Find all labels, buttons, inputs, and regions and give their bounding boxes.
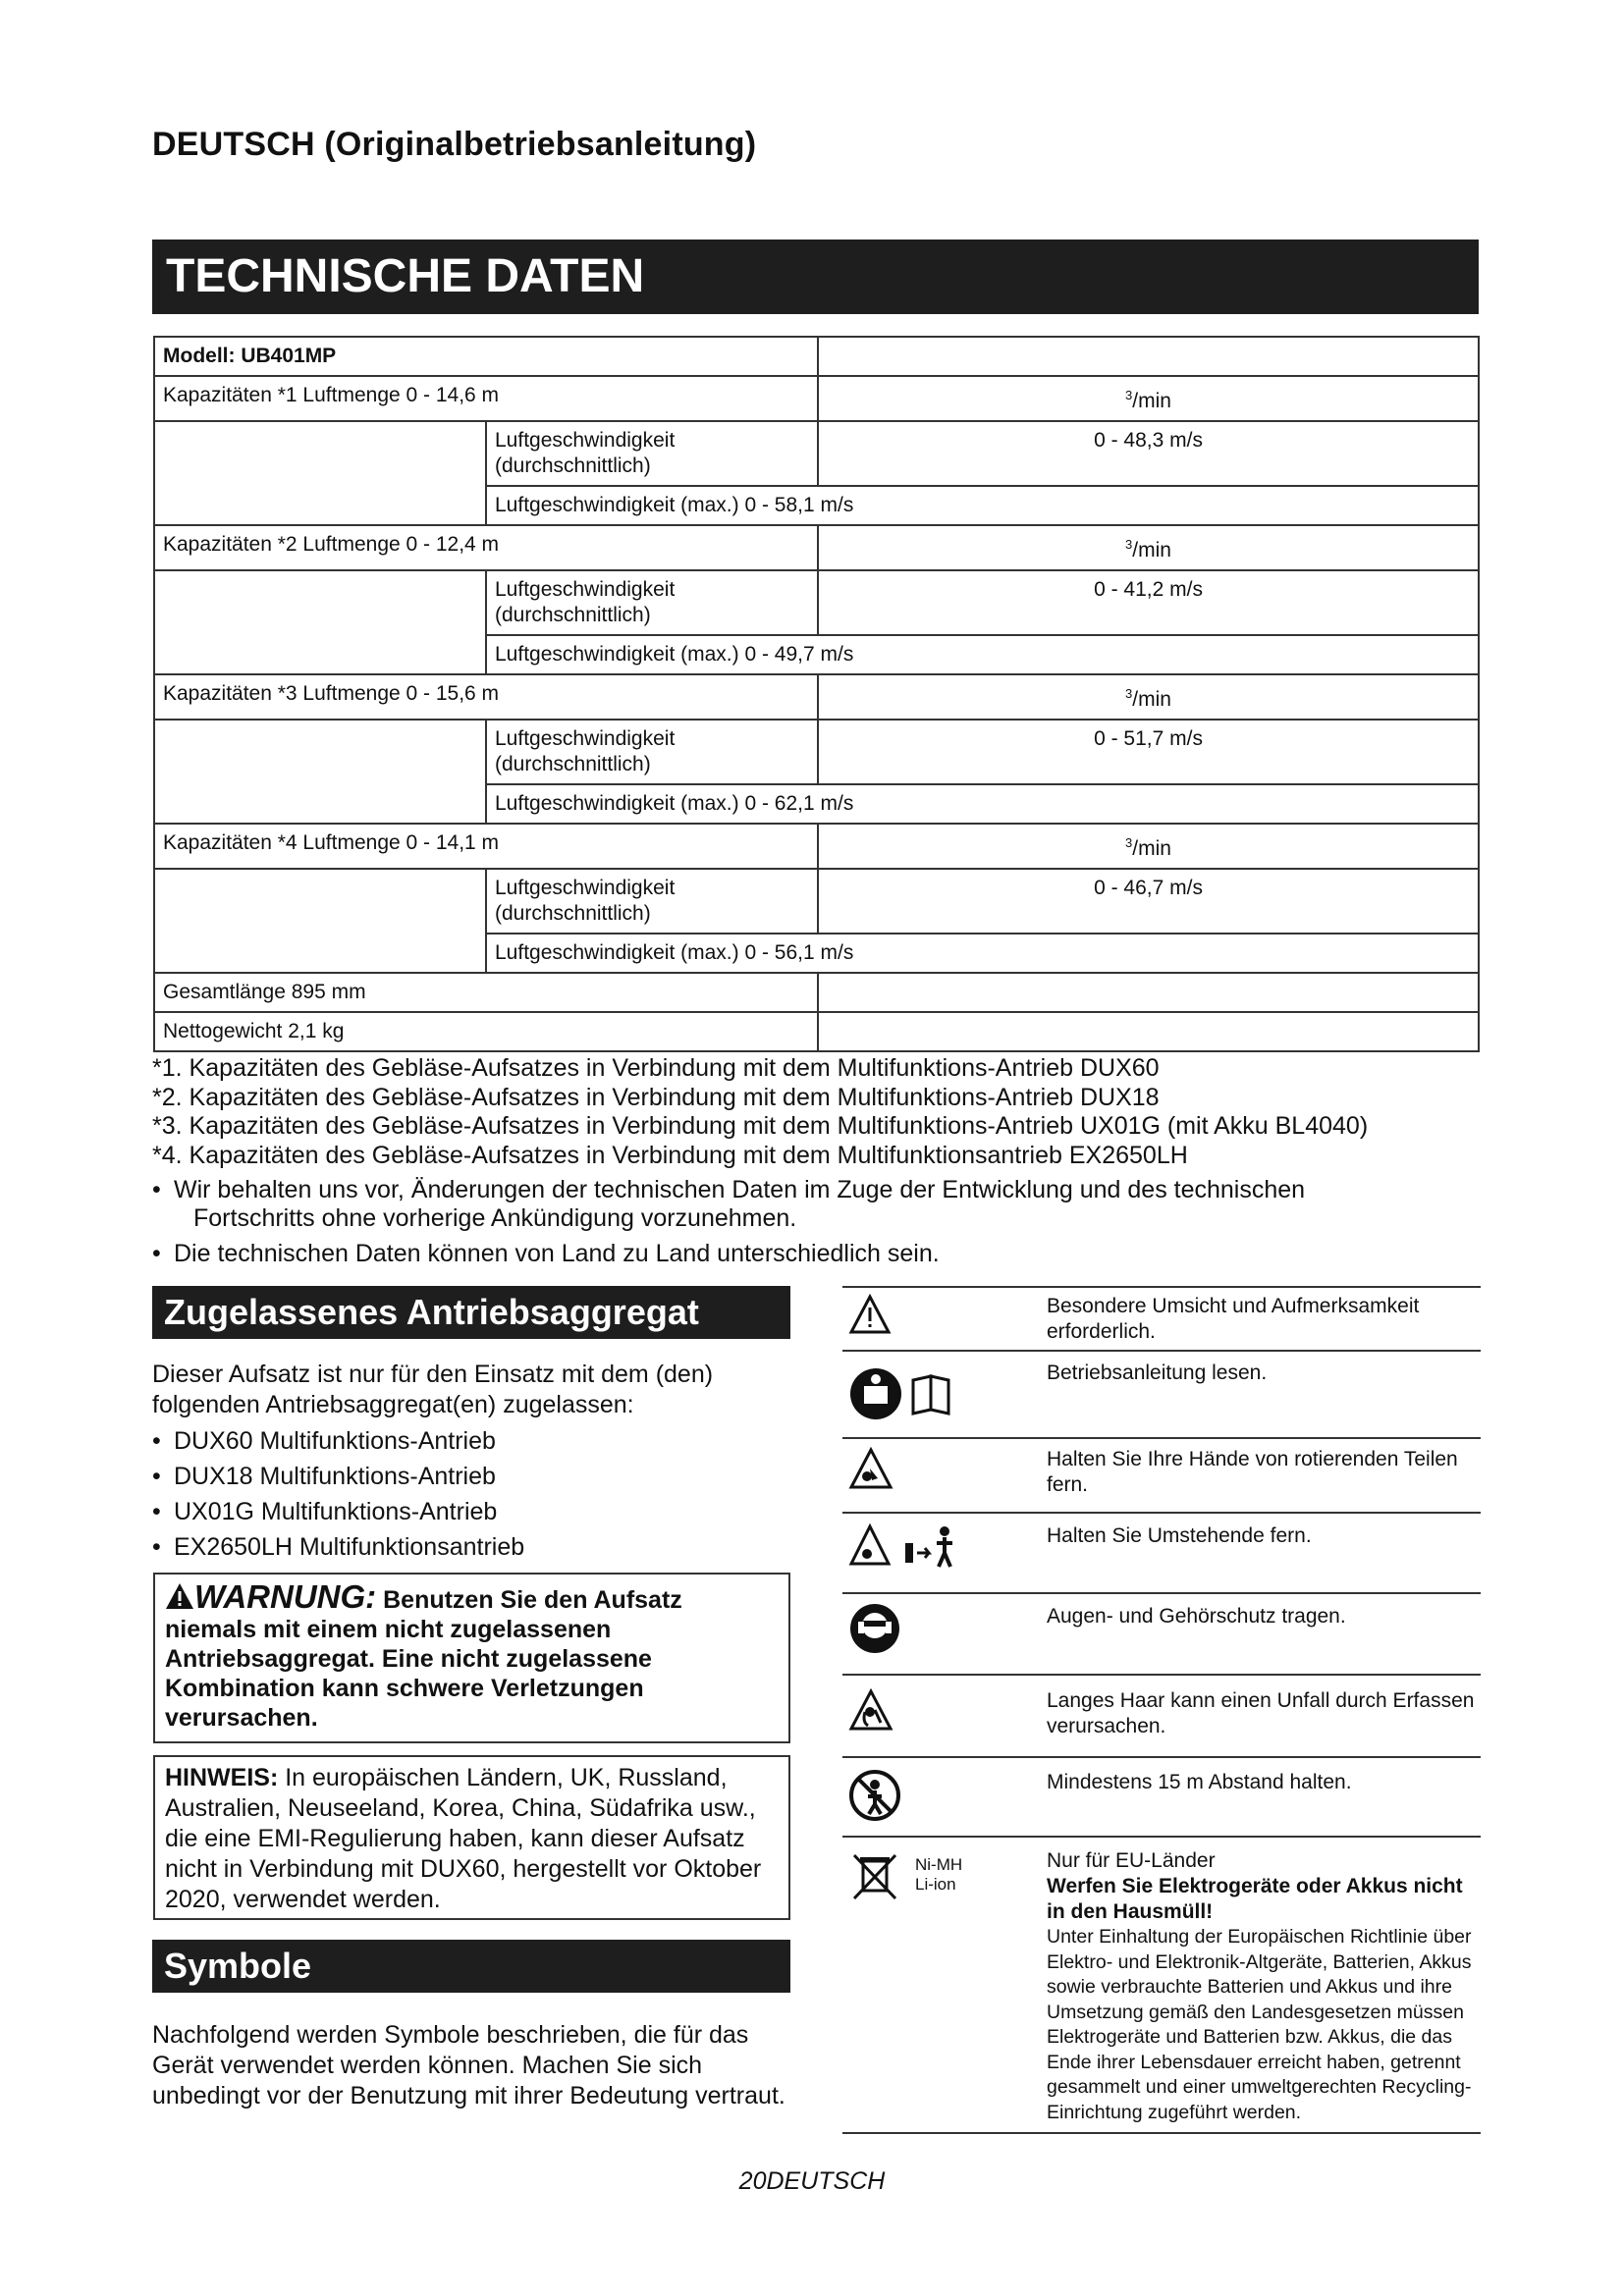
divider xyxy=(842,1512,1481,1514)
warning-box xyxy=(153,1573,790,1743)
chemistry-li-ion: Li-ion xyxy=(915,1875,956,1894)
model-label: Modell: UB401MP xyxy=(154,337,818,376)
list-item: • UX01G Multifunktions-Antrieb xyxy=(152,1494,790,1529)
warning-label: WARNUNG: xyxy=(194,1578,377,1615)
divider xyxy=(842,1836,1481,1838)
spec-notes xyxy=(152,1176,1488,1275)
warning-text: Benutzen Sie den Aufsatz niemals mit einem nicht zugelassenen Antriebsaggregat. Eine nicht zugelassene Kombination kann schwere Verletzungen verursachen. xyxy=(165,1586,682,1732)
max-speed-3: Luftgeschwindigkeit (max.) 0 - 62,1 m/s xyxy=(486,784,1479,824)
spec-row-avg-4 xyxy=(154,869,1479,934)
spec-row-model xyxy=(154,337,1479,376)
capacity-label-4: Kapazitäten *4 Luftmenge 0 - 14,1 m xyxy=(154,824,818,869)
footnotes xyxy=(152,1054,1468,1170)
spec-row-avg-2 xyxy=(154,570,1479,635)
battery-chemistry-labels xyxy=(915,1855,962,1895)
spec-row-avg-3 xyxy=(154,720,1479,784)
model-value xyxy=(818,337,1479,376)
spec-row-capacity-1 xyxy=(154,376,1479,421)
symbol-text: Augen- und Gehörschutz tragen. xyxy=(1047,1605,1346,1628)
avg-speed-value-4: 0 - 46,7 m/s xyxy=(818,869,1479,934)
avg-speed-value-1: 0 - 48,3 m/s xyxy=(818,421,1479,486)
document-language-title: DEUTSCH (Originalbetriebsanleitung) xyxy=(152,126,757,163)
chemistry-ni-mh: Ni-MH xyxy=(915,1855,963,1874)
spacer-cell xyxy=(154,869,486,973)
cube-superscript: 3 xyxy=(1125,686,1133,701)
divider xyxy=(842,1437,1481,1439)
warning-triangle-icon xyxy=(165,1582,194,1610)
cube-superscript: 3 xyxy=(1125,537,1133,552)
cube-superscript: 3 xyxy=(1125,388,1133,402)
total-length-value xyxy=(818,973,1479,1012)
bystanders-icon xyxy=(848,1522,986,1571)
footnote-4: *4. Kapazitäten des Gebläse-Aufsatzes in Verbindung mit dem Multifunktionsantrieb EX2650LH xyxy=(152,1141,1188,1169)
capacity-unit-3 xyxy=(818,674,1479,720)
weee-warning: Werfen Sie Elektrogeräte oder Akkus nicht in den Hausmüll! xyxy=(1047,1875,1463,1923)
unit-per-min: /min xyxy=(1132,539,1171,561)
weee-body: Unter Einhaltung der Europäischen Richtlinie über Elektro- und Elektronik-Altgeräte, Batterien, Akkus sowie verbrauchte Batterien und Akkus und ihre Umsetzung gemäß den Landesgesetzen müssen Elektrogeräte und Batterien bzw. Akkus, die das Ende ihrer Lebensdauer erreicht haben, getrennt gesammelt und einer umweltgerechten Recycling-Einrichtung zugeführt werden. xyxy=(1047,1926,1472,2123)
capacity-label-3: Kapazitäten *3 Luftmenge 0 - 15,6 m xyxy=(154,674,818,720)
note-box xyxy=(153,1755,790,1920)
long-hair-icon xyxy=(848,1688,893,1732)
rotating-parts-hand-icon xyxy=(848,1447,893,1490)
symbol-text: Halten Sie Ihre Hände von rotierenden Teilen fern. xyxy=(1047,1448,1458,1496)
list-item: • DUX18 Multifunktions-Antrieb xyxy=(152,1459,790,1494)
max-speed-1: Luftgeschwindigkeit (max.) 0 - 58,1 m/s xyxy=(486,486,1479,525)
divider xyxy=(842,1350,1481,1352)
divider xyxy=(842,1592,1481,1594)
max-speed-4: Luftgeschwindigkeit (max.) 0 - 56,1 m/s xyxy=(486,934,1479,973)
divider xyxy=(842,1674,1481,1676)
read-manual-icon xyxy=(848,1364,966,1423)
unit-per-min: /min xyxy=(1132,837,1171,860)
divider xyxy=(842,2132,1481,2134)
crossed-bin-icon xyxy=(852,1851,897,1902)
avg-speed-value-3: 0 - 51,7 m/s xyxy=(818,720,1479,784)
spacer-cell xyxy=(154,570,486,674)
avg-speed-label-3: Luftgeschwindigkeit (durchschnittlich) xyxy=(486,720,818,784)
weee-title: Nur für EU-Länder xyxy=(1047,1849,1216,1872)
capacity-label-1: Kapazitäten *1 Luftmenge 0 - 14,6 m xyxy=(154,376,818,421)
capacity-unit-4 xyxy=(818,824,1479,869)
capacity-label-2: Kapazitäten *2 Luftmenge 0 - 12,4 m xyxy=(154,525,818,570)
spec-table xyxy=(153,336,1480,1052)
note-text: In europäischen Ländern, UK, Russland, Australien, Neuseeland, Korea, China, Südafrika usw., die eine EMI-Regulierung haben, kann dieser Aufsatz nicht in Verbindung mit DUX60, hergestellt vor Oktober 2020, verwendet werden. xyxy=(165,1764,762,1913)
symbol-text: Langes Haar kann einen Unfall durch Erfassen verursachen. xyxy=(1047,1689,1475,1737)
symbol-text: Halten Sie Umstehende fern. xyxy=(1047,1524,1312,1547)
symbol-text: Betriebsanleitung lesen. xyxy=(1047,1362,1268,1384)
cube-superscript: 3 xyxy=(1125,835,1133,850)
section-title-technical-data: TECHNISCHE DATEN xyxy=(152,240,1479,314)
change-notice-line2: Fortschritts ohne vorherige Ankündigung vorzunehmen. xyxy=(193,1204,797,1232)
divider xyxy=(842,1756,1481,1758)
spacer-cell xyxy=(154,720,486,824)
max-speed-2: Luftgeschwindigkeit (max.) 0 - 49,7 m/s xyxy=(486,635,1479,674)
capacity-unit-1 xyxy=(818,376,1479,421)
footnote-3: *3. Kapazitäten des Gebläse-Aufsatzes in Verbindung mit dem Multifunktions-Antrieb UX01G (mit Akku BL4040) xyxy=(152,1112,1369,1140)
net-weight: Nettogewicht 2,1 kg xyxy=(154,1012,818,1051)
symbols-intro: Nachfolgend werden Symbole beschrieben, die für das Gerät verwendet werden können. Machen Sie sich unbedingt vor der Benutzung mit ihrer Bedeutung vertraut. xyxy=(152,2021,785,2109)
avg-speed-label-2: Luftgeschwindigkeit (durchschnittlich) xyxy=(486,570,818,635)
spec-row-capacity-3 xyxy=(154,674,1479,720)
spec-row-length xyxy=(154,973,1479,1012)
change-notice-line1: Wir behalten uns vor, Änderungen der technischen Daten im Zuge der Entwicklung und des technischen xyxy=(174,1176,1306,1203)
capacity-unit-2 xyxy=(818,525,1479,570)
note-label: HINWEIS: xyxy=(165,1764,279,1791)
approved-units-list xyxy=(152,1423,790,1565)
section-title-approved-power-unit: Zugelassenes Antriebsaggregat xyxy=(152,1286,790,1339)
spec-row-capacity-2 xyxy=(154,525,1479,570)
spec-row-capacity-4 xyxy=(154,824,1479,869)
total-length: Gesamtlänge 895 mm xyxy=(154,973,818,1012)
net-weight-value xyxy=(818,1012,1479,1051)
spacer-cell xyxy=(154,421,486,525)
warning-triangle-icon xyxy=(848,1294,892,1335)
approved-intro: Dieser Aufsatz ist nur für den Einsatz mit dem (den) folgenden Antriebsaggregat(en) zugelassen: xyxy=(152,1361,714,1418)
country-notice: • Die technischen Daten können von Land zu Land unterschiedlich sein. xyxy=(152,1240,1488,1268)
spec-row-weight xyxy=(154,1012,1479,1051)
unit-per-min: /min xyxy=(1132,390,1171,412)
avg-speed-value-2: 0 - 41,2 m/s xyxy=(818,570,1479,635)
unit-per-min: /min xyxy=(1132,688,1171,711)
avg-speed-label-4: Luftgeschwindigkeit (durchschnittlich) xyxy=(486,869,818,934)
divider xyxy=(842,1286,1481,1288)
section-title-symbols: Symbole xyxy=(152,1940,790,1993)
list-item: • DUX60 Multifunktions-Antrieb xyxy=(152,1423,790,1459)
eye-ear-protection-icon xyxy=(848,1602,901,1655)
spec-row-avg-1 xyxy=(154,421,1479,486)
weee-text xyxy=(1047,1848,1479,2125)
symbol-text: Mindestens 15 m Abstand halten. xyxy=(1047,1771,1352,1793)
symbol-text: Besondere Umsicht und Aufmerksamkeit erforderlich. xyxy=(1047,1295,1420,1343)
footnote-1: *1. Kapazitäten des Gebläse-Aufsatzes in Verbindung mit dem Multifunktions-Antrieb DUX60 xyxy=(152,1054,1160,1082)
list-item: • EX2650LH Multifunktionsantrieb xyxy=(152,1529,790,1565)
avg-speed-label-1: Luftgeschwindigkeit (durchschnittlich) xyxy=(486,421,818,486)
keep-distance-icon xyxy=(848,1769,901,1822)
page-footer: 20DEUTSCH xyxy=(738,2167,886,2195)
footnote-2: *2. Kapazitäten des Gebläse-Aufsatzes in Verbindung mit dem Multifunktions-Antrieb DUX18 xyxy=(152,1083,1160,1111)
change-notice xyxy=(152,1176,1488,1233)
